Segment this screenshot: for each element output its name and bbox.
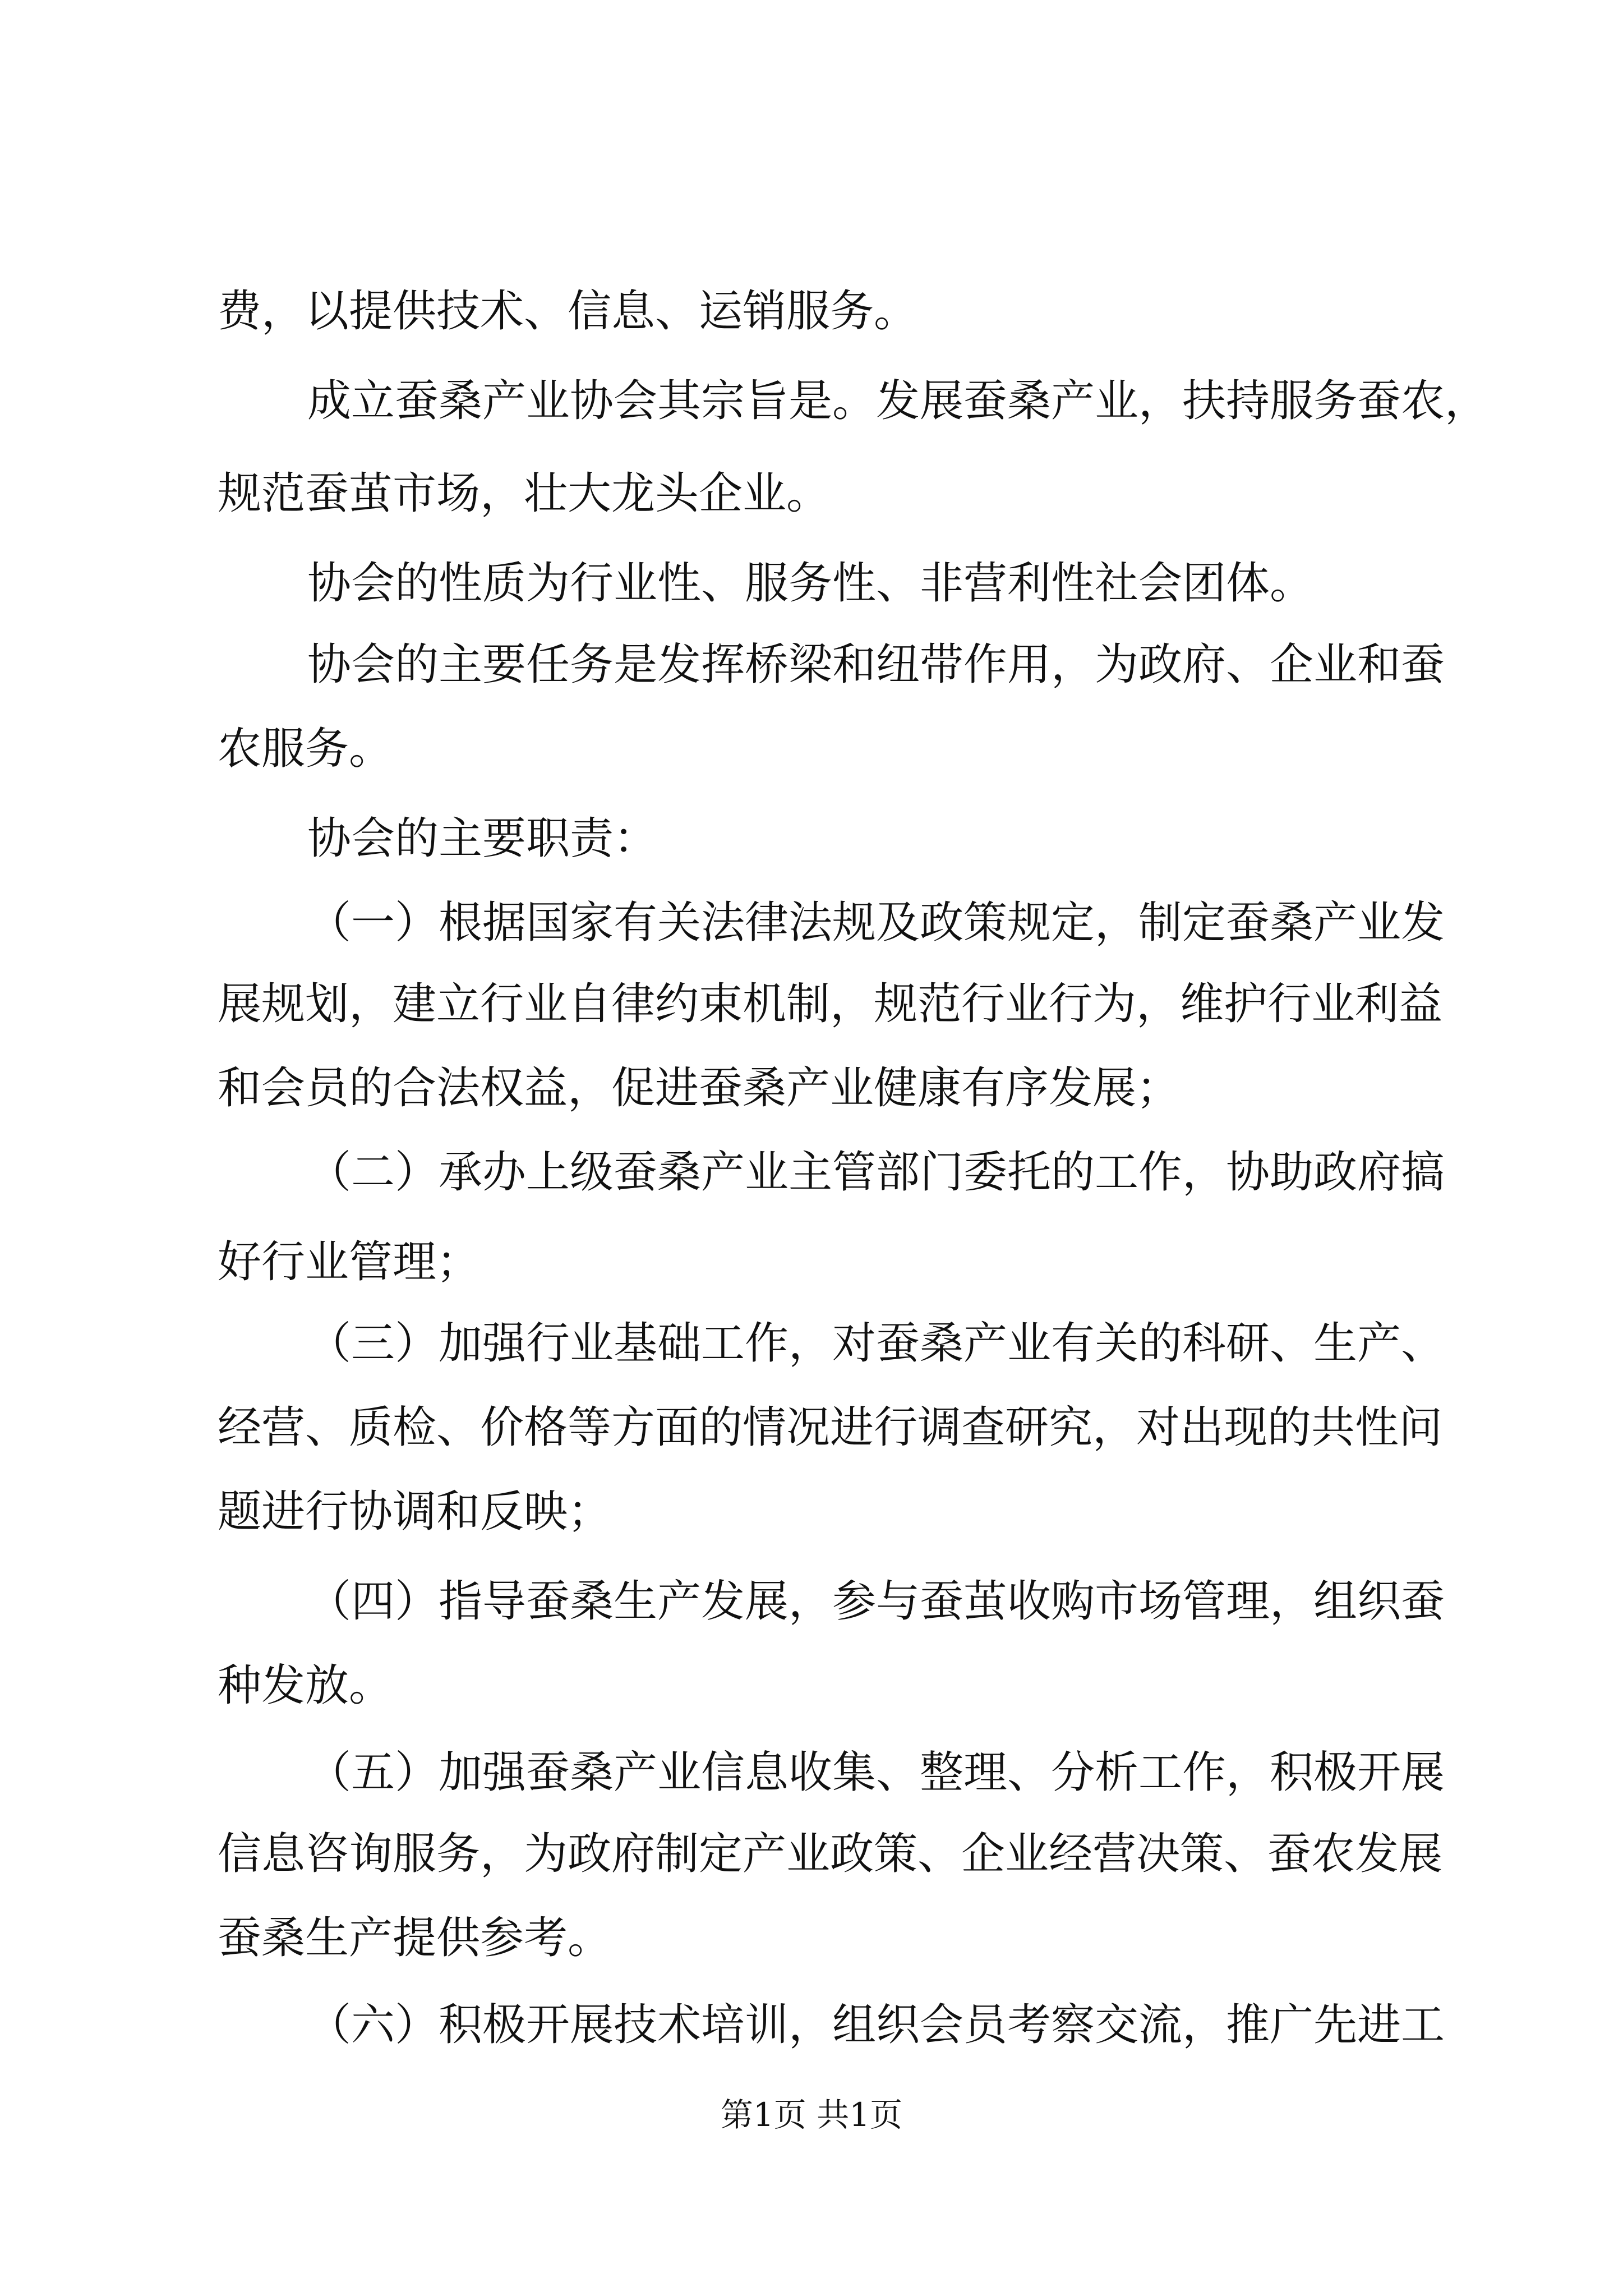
text-line-21: （六）积极开展技术培训，组织会员考察交流，推广先进工 [307, 2000, 1445, 2050]
text-line-9: 展规划，建立行业自律约束机制，规范行业行为，维护行业利益 [218, 979, 1443, 1029]
text-line-8: （一）根据国家有关法律法规及政策规定，制定蚕桑产业发 [307, 898, 1445, 948]
text-line-13: （三）加强行业基础工作，对蚕桑产业有关的科研、生产、 [307, 1318, 1445, 1369]
page-footer: 第1页 共1页 [720, 2096, 903, 2134]
text-line-11: （二）承办上级蚕桑产业主管部门委托的工作，协助政府搞 [307, 1147, 1445, 1198]
text-line-2: 成立蚕桑产业协会其宗旨是。发展蚕桑产业，扶持服务蚕农， [307, 376, 1489, 426]
text-line-12: 好行业管理； [218, 1237, 481, 1287]
text-line-3: 规范蚕茧市场，壮大龙头企业。 [218, 468, 831, 519]
text-line-20: 蚕桑生产提供参考。 [218, 1913, 612, 1963]
text-line-17: 种发放。 [218, 1660, 393, 1711]
text-line-16: （四）指导蚕桑生产发展，参与蚕茧收购市场管理，组织蚕 [307, 1576, 1445, 1627]
text-line-7: 协会的主要职责： [307, 813, 658, 864]
text-line-6: 农服务。 [218, 724, 393, 774]
text-line-4: 协会的性质为行业性、服务性、非营利性社会团体。 [307, 558, 1314, 609]
text-line-10: 和会员的合法权益，促进蚕桑产业健康有序发展； [218, 1063, 1181, 1114]
text-line-15: 题进行协调和反映； [218, 1487, 612, 1537]
text-line-1: 费，以提供技术、信息、运销服务。 [218, 286, 918, 337]
text-line-18: （五）加强蚕桑产业信息收集、整理、分析工作，积极开展 [307, 1747, 1445, 1798]
text-line-5: 协会的主要任务是发挥桥梁和纽带作用，为政府、企业和蚕 [307, 639, 1445, 690]
text-line-14: 经营、质检、价格等方面的情况进行调查研究，对出现的共性问 [218, 1402, 1443, 1453]
text-line-19: 信息咨询服务，为政府制定产业政策、企业经营决策、蚕农发展 [218, 1829, 1443, 1879]
